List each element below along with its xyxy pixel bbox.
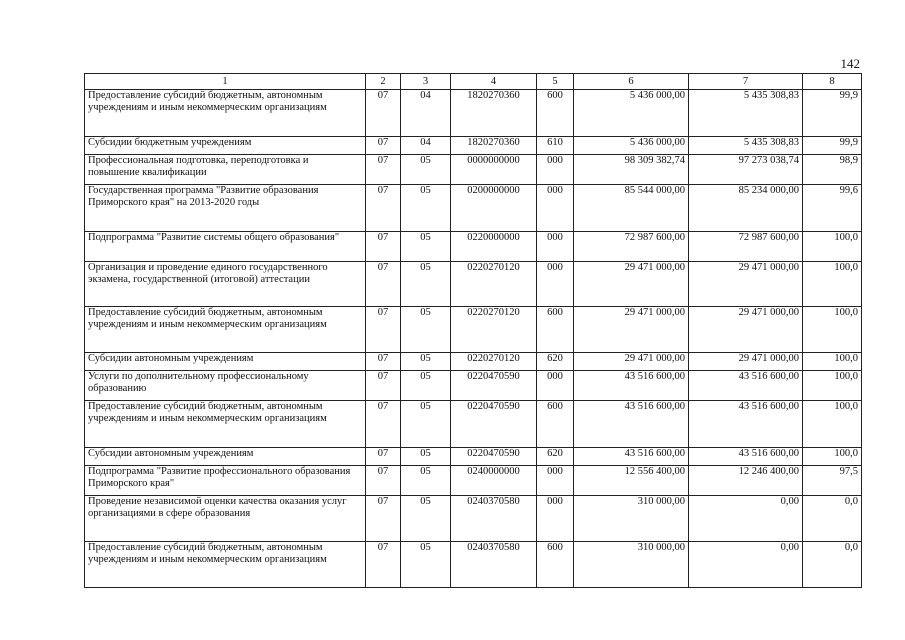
expense-type-cell: 000 [537, 185, 574, 232]
target-article-cell: 0220270120 [451, 307, 537, 353]
section-code-cell: 07 [366, 448, 401, 466]
percent-cell: 100,0 [803, 371, 862, 401]
target-article-cell: 0220470590 [451, 371, 537, 401]
table-row [85, 542, 862, 588]
subsection-code-cell: 05 [401, 155, 451, 185]
executed-amount-cell: 85 234 000,00 [689, 185, 803, 232]
header-cell: 4 [451, 74, 537, 90]
percent-cell: 0,0 [803, 542, 862, 588]
row-name-cell: Подпрограмма "Развитие системы общего образования" [85, 232, 366, 262]
row-name-cell: Субсидии бюджетным учреждениям [85, 137, 366, 155]
planned-amount-cell: 29 471 000,00 [574, 353, 689, 371]
section-code-cell: 07 [366, 371, 401, 401]
target-article-cell: 0240370580 [451, 496, 537, 542]
target-article-cell: 0220000000 [451, 232, 537, 262]
subsection-code-cell: 05 [401, 185, 451, 232]
executed-amount-cell: 5 435 308,83 [689, 90, 803, 137]
budget-table [84, 73, 862, 588]
percent-cell: 100,0 [803, 232, 862, 262]
header-cell: 1 [85, 74, 366, 90]
percent-cell: 100,0 [803, 448, 862, 466]
table-row [85, 496, 862, 542]
percent-cell: 98,9 [803, 155, 862, 185]
executed-amount-cell: 72 987 600,00 [689, 232, 803, 262]
expense-type-cell: 600 [537, 401, 574, 448]
table-row [85, 307, 862, 353]
subsection-code-cell: 05 [401, 307, 451, 353]
planned-amount-cell: 29 471 000,00 [574, 262, 689, 307]
percent-cell: 99,9 [803, 137, 862, 155]
header-row [85, 74, 862, 90]
row-name-cell: Подпрограмма "Развитие профессионального образования Приморского края" [85, 466, 366, 496]
row-name-cell: Предоставление субсидий бюджетным, автономным учреждениям и иным некоммерческим организациям [85, 401, 366, 448]
planned-amount-cell: 310 000,00 [574, 496, 689, 542]
section-code-cell: 07 [366, 401, 401, 448]
header-cell: 2 [366, 74, 401, 90]
expense-type-cell: 600 [537, 307, 574, 353]
planned-amount-cell: 43 516 600,00 [574, 401, 689, 448]
executed-amount-cell: 43 516 600,00 [689, 448, 803, 466]
row-name-cell: Профессиональная подготовка, переподготовка и повышение квалификации [85, 155, 366, 185]
executed-amount-cell: 12 246 400,00 [689, 466, 803, 496]
executed-amount-cell: 5 435 308,83 [689, 137, 803, 155]
expense-type-cell: 000 [537, 371, 574, 401]
executed-amount-cell: 0,00 [689, 496, 803, 542]
executed-amount-cell: 29 471 000,00 [689, 307, 803, 353]
percent-cell: 99,9 [803, 90, 862, 137]
section-code-cell: 07 [366, 155, 401, 185]
subsection-code-cell: 05 [401, 448, 451, 466]
planned-amount-cell: 72 987 600,00 [574, 232, 689, 262]
planned-amount-cell: 29 471 000,00 [574, 307, 689, 353]
section-code-cell: 07 [366, 90, 401, 137]
expense-type-cell: 620 [537, 353, 574, 371]
row-name-cell: Организация и проведение единого государственного экзамена, государственной (итоговой) аттестации [85, 262, 366, 307]
header-cell: 6 [574, 74, 689, 90]
header-cell: 8 [803, 74, 862, 90]
table-row [85, 262, 862, 307]
row-name-cell: Предоставление субсидий бюджетным, автономным учреждениям и иным некоммерческим организациям [85, 90, 366, 137]
header-cell: 7 [689, 74, 803, 90]
percent-cell: 0,0 [803, 496, 862, 542]
target-article-cell: 0220470590 [451, 448, 537, 466]
table-row [85, 137, 862, 155]
executed-amount-cell: 43 516 600,00 [689, 401, 803, 448]
expense-type-cell: 000 [537, 466, 574, 496]
section-code-cell: 07 [366, 542, 401, 588]
target-article-cell: 0220470590 [451, 401, 537, 448]
executed-amount-cell: 97 273 038,74 [689, 155, 803, 185]
subsection-code-cell: 05 [401, 353, 451, 371]
target-article-cell: 1820270360 [451, 90, 537, 137]
header-cell: 3 [401, 74, 451, 90]
percent-cell: 100,0 [803, 353, 862, 371]
percent-cell: 97,5 [803, 466, 862, 496]
section-code-cell: 07 [366, 496, 401, 542]
target-article-cell: 0220270120 [451, 353, 537, 371]
expense-type-cell: 610 [537, 137, 574, 155]
row-name-cell: Субсидии автономным учреждениям [85, 448, 366, 466]
section-code-cell: 07 [366, 466, 401, 496]
subsection-code-cell: 05 [401, 542, 451, 588]
section-code-cell: 07 [366, 185, 401, 232]
executed-amount-cell: 43 516 600,00 [689, 371, 803, 401]
expense-type-cell: 620 [537, 448, 574, 466]
section-code-cell: 07 [366, 232, 401, 262]
table-row [85, 232, 862, 262]
target-article-cell: 0240370580 [451, 542, 537, 588]
subsection-code-cell: 05 [401, 466, 451, 496]
table-row [85, 371, 862, 401]
target-article-cell: 1820270360 [451, 137, 537, 155]
expense-type-cell: 000 [537, 262, 574, 307]
table-row [85, 401, 862, 448]
executed-amount-cell: 0,00 [689, 542, 803, 588]
subsection-code-cell: 05 [401, 262, 451, 307]
target-article-cell: 0000000000 [451, 155, 537, 185]
subsection-code-cell: 04 [401, 137, 451, 155]
subsection-code-cell: 05 [401, 496, 451, 542]
header-cell: 5 [537, 74, 574, 90]
target-article-cell: 0220270120 [451, 262, 537, 307]
planned-amount-cell: 98 309 382,74 [574, 155, 689, 185]
target-article-cell: 0200000000 [451, 185, 537, 232]
percent-cell: 100,0 [803, 262, 862, 307]
planned-amount-cell: 85 544 000,00 [574, 185, 689, 232]
subsection-code-cell: 05 [401, 401, 451, 448]
expense-type-cell: 000 [537, 155, 574, 185]
section-code-cell: 07 [366, 137, 401, 155]
row-name-cell: Субсидии автономным учреждениям [85, 353, 366, 371]
section-code-cell: 07 [366, 262, 401, 307]
target-article-cell: 0240000000 [451, 466, 537, 496]
percent-cell: 99,6 [803, 185, 862, 232]
table-row [85, 448, 862, 466]
section-code-cell: 07 [366, 353, 401, 371]
table-row [85, 155, 862, 185]
planned-amount-cell: 5 436 000,00 [574, 137, 689, 155]
planned-amount-cell: 43 516 600,00 [574, 448, 689, 466]
row-name-cell: Предоставление субсидий бюджетным, автономным учреждениям и иным некоммерческим организациям [85, 307, 366, 353]
subsection-code-cell: 05 [401, 371, 451, 401]
expense-type-cell: 600 [537, 90, 574, 137]
table-row [85, 90, 862, 137]
table-row [85, 466, 862, 496]
row-name-cell: Услуги по дополнительному профессиональному образованию [85, 371, 366, 401]
table-row [85, 185, 862, 232]
expense-type-cell: 000 [537, 496, 574, 542]
subsection-code-cell: 05 [401, 232, 451, 262]
row-name-cell: Государственная программа "Развитие образования Приморского края" на 2013-2020 годы [85, 185, 366, 232]
planned-amount-cell: 12 556 400,00 [574, 466, 689, 496]
expense-type-cell: 000 [537, 232, 574, 262]
planned-amount-cell: 43 516 600,00 [574, 371, 689, 401]
page-number: 142 [840, 56, 860, 71]
subsection-code-cell: 04 [401, 90, 451, 137]
row-name-cell: Проведение независимой оценки качества оказания услуг организациями в сфере образования [85, 496, 366, 542]
table-row [85, 353, 862, 371]
planned-amount-cell: 310 000,00 [574, 542, 689, 588]
row-name-cell: Предоставление субсидий бюджетным, автономным учреждениям и иным некоммерческим организациям [85, 542, 366, 588]
planned-amount-cell: 5 436 000,00 [574, 90, 689, 137]
executed-amount-cell: 29 471 000,00 [689, 262, 803, 307]
executed-amount-cell: 29 471 000,00 [689, 353, 803, 371]
percent-cell: 100,0 [803, 401, 862, 448]
percent-cell: 100,0 [803, 307, 862, 353]
expense-type-cell: 600 [537, 542, 574, 588]
section-code-cell: 07 [366, 307, 401, 353]
